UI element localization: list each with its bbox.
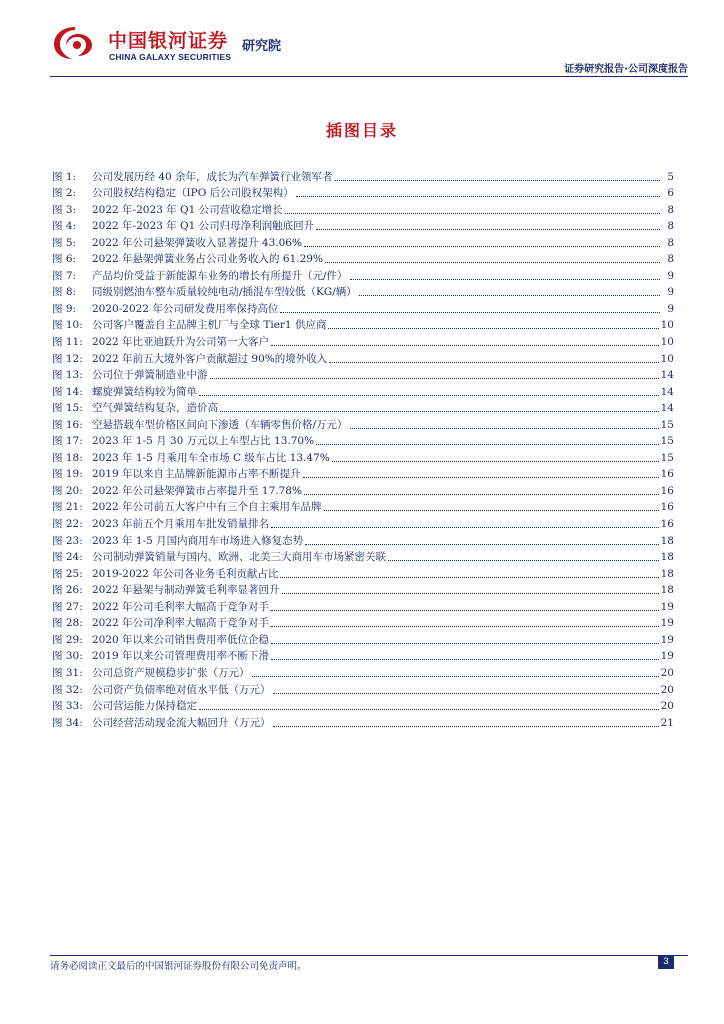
toc-entry-page: 19 <box>660 617 674 630</box>
toc-entry-title: 2020-2022 年公司研发费用率保持高位 <box>92 302 279 315</box>
toc-entry[interactable] <box>52 465 674 482</box>
toc-entry[interactable] <box>52 200 674 217</box>
toc-entry-page: 18 <box>660 567 674 580</box>
toc-dot-leader <box>285 212 660 214</box>
toc-entry-title: 空悬搭载车型价格区间向下渗透（车辆零售价格/万元） <box>92 418 348 431</box>
toc-dot-leader <box>199 394 659 396</box>
toc-entry-title: 2022 年前五大境外客户贡献超过 90%的境外收入 <box>92 352 328 365</box>
toc-entry-title: 2023 年 1-5 月乘用车全市场 C 级车占比 13.47% <box>92 451 330 464</box>
toc-entry-title: 公司资产负债率绝对值水平低（万元） <box>92 683 271 696</box>
toc-entry-page: 9 <box>667 269 674 282</box>
toc-entry-title: 2023 年前五个月乘用车批发销量排名 <box>92 518 270 531</box>
toc-entry-title: 2022 年悬架与制动弹簧毛利率显著回升 <box>92 584 280 597</box>
toc-entry-page: 19 <box>660 650 674 663</box>
toc-dot-leader <box>388 559 659 561</box>
toc-entry-title: 2022 年公司悬架弹簧收入显著提升 43.06% <box>92 236 302 249</box>
toc-entry-title: 2023 年 1-5 月 30 万元以上车型占比 13.70% <box>92 435 315 448</box>
toc-entry-title: 2022 年公司毛利率大幅高于竞争对手 <box>92 600 270 613</box>
toc-entry-page: 16 <box>660 484 674 497</box>
toc-entry-page: 19 <box>660 600 674 613</box>
toc-entry-page: 8 <box>667 220 674 233</box>
toc-entry-page: 8 <box>667 253 674 266</box>
toc-entry[interactable] <box>52 514 674 531</box>
toc-entry-page: 9 <box>667 302 674 315</box>
toc-entry-number: 图 19: <box>52 468 83 481</box>
page-header <box>0 0 724 80</box>
toc-entry-title: 公司制动弹簧销量与国内、欧洲、北美三大商用车市场紧密关联 <box>92 551 386 564</box>
toc-entry-page: 10 <box>660 319 674 332</box>
toc-entry-title: 公司股权结构稳定（IPO 后公司股权架构） <box>92 187 294 200</box>
toc-entry-number: 图 11: <box>52 336 83 349</box>
toc-dot-leader <box>305 543 658 545</box>
toc-entry-title: 2020 年以来公司销售费用率低位企稳 <box>92 633 270 646</box>
toc-entry-page: 16 <box>660 518 674 531</box>
toc-entry-page: 15 <box>660 418 674 431</box>
footer-divider <box>50 955 688 956</box>
toc-entry-number: 图 13: <box>52 369 83 382</box>
toc-entry-number: 图 29: <box>52 633 83 646</box>
brand-name-english: CHINA GALAXY SECURITIES <box>109 52 232 62</box>
toc-entry-title: 2022 年公司净利率大幅高于竞争对手 <box>92 617 270 630</box>
toc-entry-title: 2022 年悬架弹簧业务占公司业务收入的 61.29% <box>92 253 323 266</box>
toc-entry[interactable] <box>52 531 674 548</box>
toc-entry[interactable] <box>52 184 674 201</box>
toc-entry[interactable] <box>52 167 674 184</box>
toc-entry[interactable] <box>52 680 674 697</box>
toc-dot-leader <box>316 228 660 230</box>
toc-entry-title: 公司经营活动现金流大幅回升（万元） <box>92 716 271 729</box>
toc-entry[interactable] <box>52 233 674 250</box>
toc-entry-number: 图 16: <box>52 418 83 431</box>
toc-dot-leader <box>220 410 659 412</box>
toc-entry[interactable] <box>52 597 674 614</box>
toc-dot-leader <box>280 311 660 313</box>
toc-entry-page: 19 <box>660 633 674 646</box>
toc-entry[interactable] <box>52 283 674 300</box>
toc-dot-leader <box>328 327 658 329</box>
toc-entry-number: 图 22: <box>52 518 83 531</box>
toc-entry-number: 图 34: <box>52 716 83 729</box>
toc-entry-title: 产品均价受益于新能源车业务的增长有所提升（元/件） <box>92 269 348 282</box>
toc-entry-number: 图 15: <box>52 402 83 415</box>
toc-entry-number: 图 31: <box>52 666 83 679</box>
toc-entry[interactable] <box>52 266 674 283</box>
toc-entry-number: 图 24: <box>52 551 83 564</box>
toc-dot-leader <box>359 294 660 296</box>
toc-entry-number: 图 27: <box>52 600 83 613</box>
toc-entry-number: 图 6: <box>52 253 77 266</box>
toc-entry[interactable] <box>52 366 674 383</box>
toc-entry-number: 图 20: <box>52 484 83 497</box>
toc-entry-number: 图 21: <box>52 501 83 514</box>
toc-dot-leader <box>271 609 659 611</box>
toc-dot-leader <box>271 625 659 627</box>
toc-entry-page: 15 <box>660 451 674 464</box>
toc-entry-number: 图 2: <box>52 187 77 200</box>
toc-entry-page: 10 <box>660 352 674 365</box>
toc-dot-leader <box>271 526 659 528</box>
toc-entry-title: 2022 年比亚迪跃升为公司第一大客户 <box>92 336 270 349</box>
toc-entry-number: 图 33: <box>52 700 83 713</box>
toc-entry-number: 图 30: <box>52 650 83 663</box>
toc-dot-leader <box>304 245 660 247</box>
toc-entry-page: 18 <box>660 551 674 564</box>
toc-entry-title: 2023 年 1-5 月国内商用车市场进入修复态势 <box>92 534 304 547</box>
toc-entry-title: 2022 年-2023 年 Q1 公司归母净利润触底回升 <box>92 220 315 233</box>
toc-entry-page: 14 <box>660 369 674 382</box>
toc-dot-leader <box>210 377 659 379</box>
toc-dot-leader <box>324 509 659 511</box>
toc-dot-leader <box>304 493 659 495</box>
toc-dot-leader <box>335 179 660 181</box>
toc-dot-leader <box>329 361 658 363</box>
toc-entry[interactable] <box>52 299 674 316</box>
toc-entry[interactable] <box>52 481 674 498</box>
toc-entry[interactable] <box>52 647 674 664</box>
toc-entry-page: 18 <box>660 584 674 597</box>
toc-entry[interactable] <box>52 432 674 449</box>
toc-dot-leader <box>252 675 659 677</box>
figure-toc-list <box>52 167 674 730</box>
toc-dot-leader <box>199 708 659 710</box>
toc-entry-number: 图 18: <box>52 451 83 464</box>
toc-entry-page: 20 <box>660 683 674 696</box>
toc-dot-leader <box>280 576 658 578</box>
toc-dot-leader <box>303 476 659 478</box>
toc-entry[interactable] <box>52 614 674 631</box>
toc-entry-title: 公司营运能力保持稳定 <box>92 700 197 713</box>
toc-entry-number: 图 4: <box>52 220 77 233</box>
toc-entry-number: 图 12: <box>52 352 83 365</box>
toc-entry-number: 图 23: <box>52 534 83 547</box>
toc-dot-leader <box>332 460 659 462</box>
toc-entry-number: 图 7: <box>52 269 77 282</box>
toc-dot-leader <box>271 658 659 660</box>
brand-name-chinese: 中国银河证券 <box>108 30 229 52</box>
toc-entry[interactable] <box>52 448 674 465</box>
toc-entry-title: 公司发展历经 40 余年，成长为汽车弹簧行业领军者 <box>92 170 333 183</box>
toc-dot-leader <box>273 725 659 727</box>
toc-entry-page: 6 <box>667 187 674 200</box>
toc-dot-leader <box>271 344 659 346</box>
toc-dot-leader <box>350 278 660 280</box>
footer-disclaimer: 请务必阅读正文最后的中国银河证券股份有限公司免责声明。 <box>50 961 307 972</box>
toc-entry[interactable] <box>52 630 674 647</box>
toc-entry-title: 2019 年以来公司管理费用率不断下滑 <box>92 650 270 663</box>
toc-dot-leader <box>316 443 659 445</box>
galaxy-logo-icon <box>50 25 100 61</box>
toc-entry-page: 9 <box>667 286 674 299</box>
toc-entry-title: 2022 年公司悬架弹簧市占率提升至 17.78% <box>92 484 302 497</box>
toc-entry-page: 8 <box>667 203 674 216</box>
toc-entry[interactable] <box>52 332 674 349</box>
toc-dot-leader <box>282 592 659 594</box>
toc-entry-page: 16 <box>660 468 674 481</box>
toc-entry[interactable] <box>52 217 674 234</box>
toc-entry-number: 图 9: <box>52 302 77 315</box>
toc-entry-number: 图 25: <box>52 567 83 580</box>
toc-entry-number: 图 32: <box>52 683 83 696</box>
toc-dot-leader <box>350 427 659 429</box>
toc-entry[interactable] <box>52 382 674 399</box>
toc-entry[interactable] <box>52 713 674 730</box>
toc-title: 插图目录 <box>325 121 398 140</box>
toc-entry-page: 5 <box>667 170 674 183</box>
toc-entry[interactable] <box>52 415 674 432</box>
toc-entry[interactable] <box>52 581 674 598</box>
toc-entry-page: 14 <box>660 402 674 415</box>
toc-entry-number: 图 5: <box>52 236 77 249</box>
toc-entry-title: 螺旋弹簧结构较为简单 <box>92 385 197 398</box>
toc-entry-page: 16 <box>660 501 674 514</box>
toc-entry[interactable] <box>52 399 674 416</box>
toc-entry-number: 图 3: <box>52 203 77 216</box>
toc-entry-number: 图 17: <box>52 435 83 448</box>
toc-entry-title: 2019 年以来自主品牌新能源市占率不断提升 <box>92 468 301 481</box>
toc-entry-page: 18 <box>660 534 674 547</box>
toc-dot-leader <box>273 692 659 694</box>
toc-entry-title: 2019-2022 年公司各业务毛利贡献占比 <box>92 567 279 580</box>
report-type-label: 证券研究报告·公司深度报告 <box>564 64 688 75</box>
toc-entry[interactable] <box>52 316 674 333</box>
toc-dot-leader <box>296 195 660 197</box>
toc-entry[interactable] <box>52 250 674 267</box>
toc-entry[interactable] <box>52 697 674 714</box>
toc-entry-title: 公司客户覆盖自主品牌主机厂与全球 Tier1 供应商 <box>92 319 327 332</box>
toc-entry-page: 20 <box>660 700 674 713</box>
toc-entry-page: 8 <box>667 236 674 249</box>
institute-label: 研究院 <box>242 39 282 54</box>
toc-entry-title: 公司位于弹簧制造业中游 <box>92 369 208 382</box>
toc-entry-title: 空气弹簧结构复杂，造价高 <box>92 402 218 415</box>
toc-entry-page: 14 <box>660 385 674 398</box>
toc-entry-number: 图 14: <box>52 385 83 398</box>
toc-entry[interactable] <box>52 548 674 565</box>
header-divider <box>50 76 688 77</box>
toc-entry-title: 2022 年公司前五大客户中有三个自主乘用车品牌 <box>92 501 322 514</box>
toc-entry[interactable] <box>52 498 674 515</box>
toc-entry-number: 图 1: <box>52 170 77 183</box>
toc-entry-page: 20 <box>660 666 674 679</box>
toc-entry-title: 同级别燃油车整车质量较纯电动/插混车型较低（KG/辆） <box>92 286 357 299</box>
toc-dot-leader <box>325 261 660 263</box>
toc-entry[interactable] <box>52 663 674 680</box>
toc-entry[interactable] <box>52 564 674 581</box>
toc-entry[interactable] <box>52 349 674 366</box>
toc-entry-title: 2022 年-2023 年 Q1 公司营收稳定增长 <box>92 203 283 216</box>
toc-entry-number: 图 28: <box>52 617 83 630</box>
toc-entry-number: 图 10: <box>52 319 83 332</box>
toc-entry-page: 15 <box>660 435 674 448</box>
page-number-badge: 3 <box>658 955 674 969</box>
toc-entry-number: 图 26: <box>52 584 83 597</box>
toc-entry-page: 10 <box>660 336 674 349</box>
toc-dot-leader <box>271 642 659 644</box>
toc-entry-page: 21 <box>660 716 674 729</box>
toc-entry-number: 图 8: <box>52 286 77 299</box>
toc-entry-title: 公司总资产规模稳步扩张（万元） <box>92 666 250 679</box>
